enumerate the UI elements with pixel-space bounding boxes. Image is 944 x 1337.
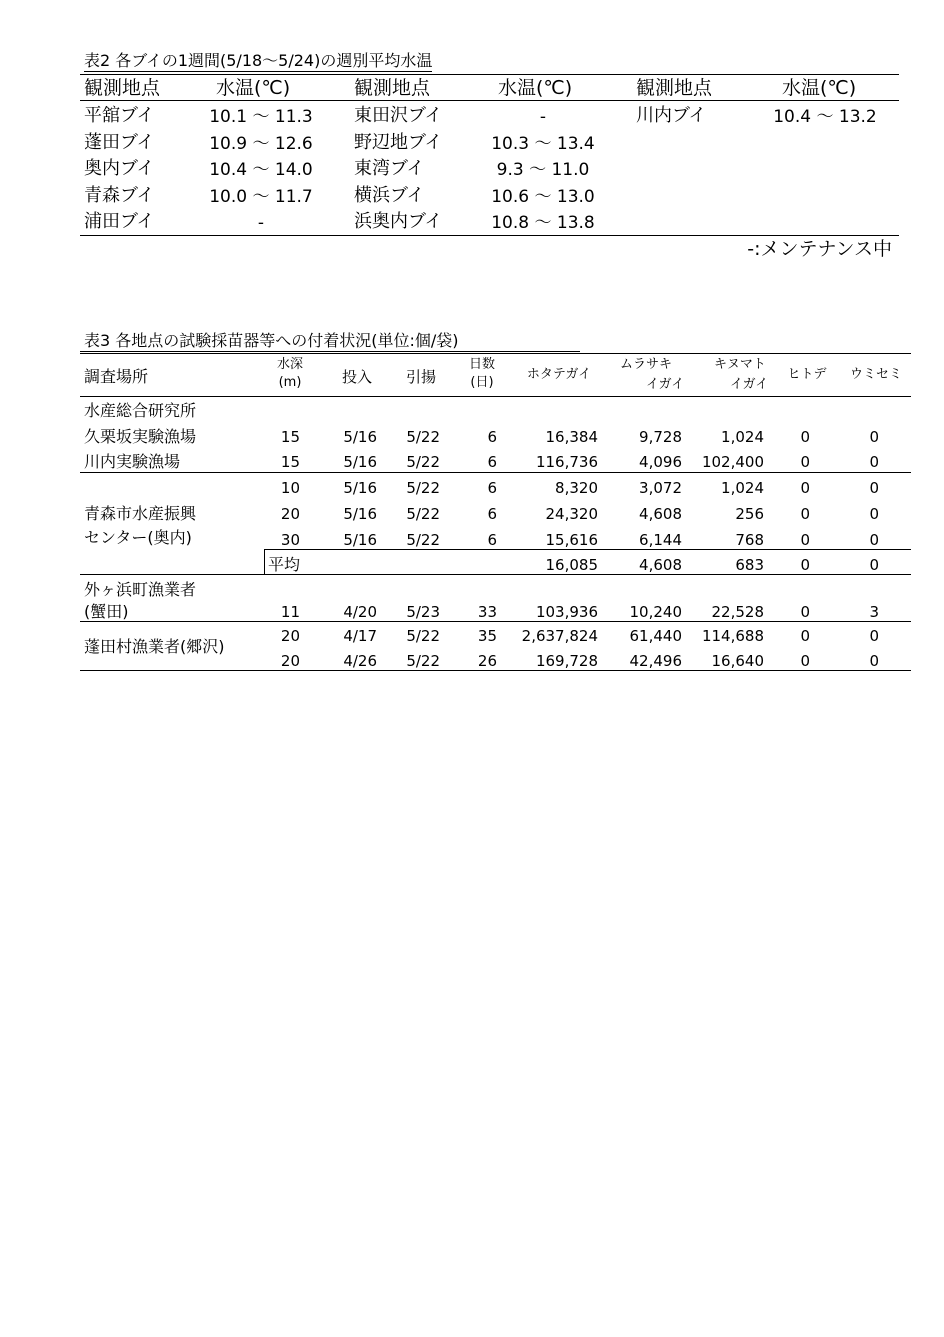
table3-cell-deploy: 5/16 [343,479,377,497]
table3-cell-mussel: 42,496 [629,652,682,670]
table3-cell-days: 6 [487,479,497,497]
table3-cell-days: 6 [487,453,497,471]
table3-cell-mussel: 61,440 [629,627,682,645]
table3-site-label: 青森市水産振興 [84,504,197,523]
table3-cell-scallop: 24,320 [545,505,598,523]
table3-header-days: 日数 [468,357,495,372]
table3-cell-scallop: 15,616 [545,531,598,549]
table2-station: 浦田ブイ [84,211,155,232]
table3-cell-starfish: 0 [800,556,810,574]
table3-cell-mussel: 4,608 [639,505,682,523]
table3-site-label: センター(奥内) [84,528,192,547]
table3-cell-retrieve: 5/22 [406,627,440,645]
table3-title-underline [80,351,580,352]
table3-cell-depth: 15 [280,453,300,471]
table3-cell-hiatella: 1,024 [721,428,764,446]
table3-cell-days: 33 [477,603,497,621]
table2-header-station-2: 観測地点 [354,77,431,99]
table3-cell-ascidian: 3 [869,603,879,621]
table3-row-rule [80,472,911,473]
table3-cell-deploy: 4/20 [343,603,377,621]
table3-cell-days: 26 [477,652,497,670]
table3-cell-hiatella: 16,640 [711,652,764,670]
table3-header-starfish: ヒトデ [787,367,827,382]
table2-station: 青森ブイ [84,185,155,206]
table2-temp: 10.0 〜 11.7 [209,187,313,207]
table3-cell-ascidian: 0 [869,428,879,446]
table3-title: 表3 各地点の試験採苗器等への付着状況(単位:個/袋) [84,331,459,350]
table3-cell-deploy: 4/17 [343,627,377,645]
table2-temp: - [257,213,265,233]
table3-cell-deploy: 5/16 [343,453,377,471]
table3-cell-ascidian: 0 [869,652,879,670]
table2-temp: 9.3 〜 11.0 [496,160,590,180]
table3-cell-hiatella: 683 [735,556,764,574]
table3-cell-ascidian: 0 [869,531,879,549]
table2-temp: 10.4 〜 13.2 [773,107,877,127]
table2-temp: 10.3 〜 13.4 [491,134,595,154]
table3-cell-scallop: 2,637,824 [521,627,598,645]
table3-cell-scallop: 16,085 [545,556,598,574]
table2-header-temp-3: 水温(℃) [782,77,857,99]
table3-cell-retrieve: 5/22 [406,652,440,670]
table3-header-hiatella: キヌマト [714,357,766,372]
table3-cell-ascidian: 0 [869,556,879,574]
table3-cell-starfish: 0 [800,479,810,497]
table3-cell-starfish: 0 [800,531,810,549]
table3-cell-depth: 10 [280,479,300,497]
table2-bottom-rule [80,235,899,236]
table2-temp: 10.6 〜 13.0 [491,187,595,207]
table2-temp: 10.1 〜 11.3 [209,107,313,127]
table2-header-temp-2: 水温(℃) [498,77,573,99]
table3-cell-starfish: 0 [800,627,810,645]
table3-cell-hiatella: 22,528 [711,603,764,621]
table3-average-divider [264,549,265,574]
table3-cell-hiatella: 768 [735,531,764,549]
table3-cell-starfish: 0 [800,428,810,446]
table2-station: 東田沢ブイ [354,105,443,126]
table3-cell-starfish: 0 [800,453,810,471]
table3-cell-retrieve: 5/23 [406,603,440,621]
table3-cell-deploy: 4/26 [343,652,377,670]
table3-cell-scallop: 8,320 [555,479,598,497]
table3-cell-deploy: 5/16 [343,428,377,446]
table3-cell-hiatella: 256 [735,505,764,523]
table3-row-rule [80,574,911,575]
table2-header-station-3: 観測地点 [636,77,713,99]
table3-header-scallop: ホタテガイ [526,367,592,382]
table3-cell-ascidian: 0 [869,505,879,523]
table3-site-label: (蟹田) [84,602,129,621]
table3-cell-days: 6 [487,428,497,446]
table3-cell-mussel: 9,728 [639,428,682,446]
table3-site-label: 久栗坂実験漁場 [84,427,197,446]
table3-cell-depth: 20 [280,627,300,645]
table3-cell-scallop: 116,736 [535,453,598,471]
table2-station: 浜奥内ブイ [354,211,443,232]
table3-cell-retrieve: 5/22 [406,531,440,549]
table3-cell-scallop: 169,728 [535,652,598,670]
table3-top-rule [80,353,911,354]
table3-header-retrieve: 引揚 [405,368,436,386]
table3-cell-hiatella: 1,024 [721,479,764,497]
table2-station: 蓬田ブイ [84,132,155,153]
table2-station: 平舘ブイ [84,105,155,126]
table3-cell-retrieve: 5/22 [406,479,440,497]
table3-cell-depth: 11 [280,603,300,621]
table3-header-mussel: ムラサキ [620,357,673,372]
table3-site-label: 外ヶ浜町漁業者 [84,580,197,599]
table3-cell-scallop: 103,936 [535,603,598,621]
table2-station: 東湾ブイ [354,158,425,179]
table3-cell-retrieve: 5/22 [406,428,440,446]
table3-header-hiatella-2: イガイ [730,377,769,392]
table2-temp: 10.4 〜 14.0 [209,160,313,180]
table3-header-rule [80,396,911,397]
table3-cell-scallop: 16,384 [545,428,598,446]
table3-cell-depth: 20 [280,505,300,523]
table2-header-station-1: 観測地点 [84,77,161,99]
table3-cell-hiatella: 102,400 [701,453,764,471]
table3-header-deploy: 投入 [341,368,372,386]
table3-cell-days: 6 [487,505,497,523]
table2-station: 川内ブイ [636,105,707,126]
table2-header-rule [80,100,899,101]
table3-cell-days: 6 [487,531,497,549]
table3-cell-starfish: 0 [800,505,810,523]
table3-cell-mussel: 4,096 [639,453,682,471]
table3-cell-mussel: 10,240 [629,603,682,621]
table3-cell-starfish: 0 [800,603,810,621]
table3-cell-days: 35 [477,627,497,645]
table3-cell-ascidian: 0 [869,453,879,471]
table2-station: 奥内ブイ [84,158,155,179]
table3-cell-depth: 20 [280,652,300,670]
table3-cell-retrieve: 5/22 [406,453,440,471]
table3-header-site: 調査場所 [84,367,149,386]
table3-site-label: 川内実験漁場 [84,452,181,471]
table3-cell-hiatella: 114,688 [701,627,764,645]
table2-station: 横浜ブイ [354,185,425,206]
table2-temp: 10.9 〜 12.6 [209,134,313,154]
table3-cell-mussel: 6,144 [639,531,682,549]
table2-header-temp-1: 水温(℃) [216,77,291,99]
table3-header-ascidian: ウミセミ [849,367,902,382]
table2-top-rule [80,74,899,75]
table3-site-label: 蓬田村漁業者(郷沢) [84,637,225,656]
table3-cell-mussel: 4,608 [639,556,682,574]
table2-temp: - [539,107,547,127]
table3-header-mussel-2: イガイ [646,377,685,392]
table3-header-depth-unit: (m) [278,375,302,390]
table3-header-depth: 水深 [276,357,303,372]
table3-cell-retrieve: 5/22 [406,505,440,523]
table3-cell-deploy: 5/16 [343,505,377,523]
table2-title: 表2 各ブイの1週間(5/18〜5/24)の週別平均水温 [84,51,433,70]
table3-cell-deploy: 5/16 [343,531,377,549]
table3-cell-ascidian: 0 [869,627,879,645]
table2-note: -:メンテナンス中 [747,238,892,260]
table2-station: 野辺地ブイ [354,132,443,153]
table3-cell-starfish: 0 [800,652,810,670]
table3-cell-ascidian: 0 [869,479,879,497]
table2-temp: 10.8 〜 13.8 [491,213,595,233]
table3-cell-mussel: 3,072 [639,479,682,497]
table3-average-label: 平均 [268,555,301,574]
table3-cell-depth: 15 [280,428,300,446]
table3-header-days-unit: (日) [470,375,494,390]
table3-cell-depth: 30 [280,531,300,549]
table3-site-label: 水産総合研究所 [84,401,197,420]
